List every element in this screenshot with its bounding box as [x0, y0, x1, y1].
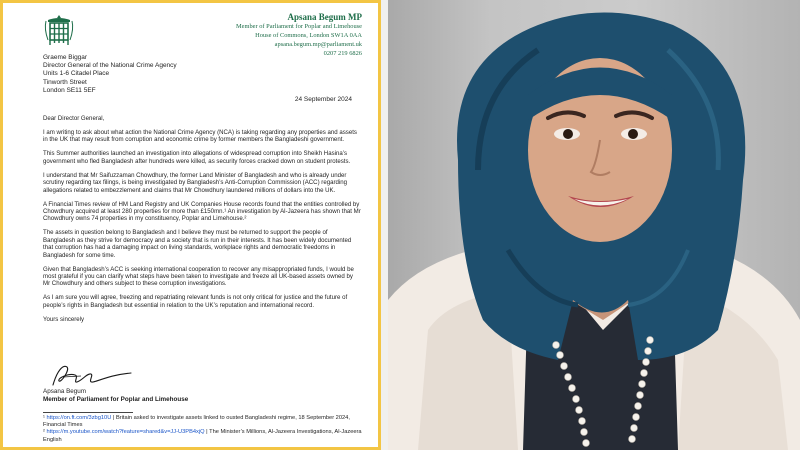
letterhead-address: House of Commons, London SW1A 0AA — [255, 32, 362, 39]
paragraph: A Financial Times review of HM Land Registry and UK Companies House records found that the entities controlled by Chowdhury acquired at least 280 properties for more than £150mn.¹ An investigation by Al-Jazeera has shown that Mr Chowdhury owns 74 properties in my constituency, Poplar and Limehouse.² — [43, 200, 361, 223]
footnote-1 — [43, 415, 363, 429]
paragraph: I understand that Mr Saifuzzaman Chowdhury, the former Land Minister of Bangladesh and who is already under scrutiny regarding tax filings, is being investigated by Bangladesh’s Anti-Corruption Commission (ACC) regarding allegations related to embezzlement and claims that Mr Chowdhury laundered millions of dollars into the UK. — [43, 171, 348, 194]
handwritten-signature — [47, 361, 137, 389]
recipient-line1: Units 1-6 Citadel Place — [43, 70, 110, 78]
footnote-text: | Britain asked to investigate assets linked to ousted Bangladeshi regime, 18 September 2024, Financial Times — [43, 415, 350, 429]
recipient-line3: London SE11 5EF — [43, 86, 96, 94]
recipient-address — [43, 54, 177, 95]
letterhead-name: Apsana Begum MP — [287, 12, 362, 22]
signatory-block — [43, 388, 188, 403]
footnote-link-youtube[interactable]: https://m.youtube.com/watch?feature=shared&v=JJ-U3PB4xjQ — [46, 429, 205, 436]
footnote-separator — [43, 412, 133, 413]
footnote-text: | The Minister’s Millions, Al-Jazeera Investigations, Al-Jazeera English — [43, 429, 362, 443]
footnote-2 — [43, 429, 363, 443]
paragraph: I am writing to ask about what action the National Crime Agency (NCA) is taking regarding any properties and assets in the UK that may result from corruption and economic crime by former members the Bangladeshi government. — [43, 129, 357, 144]
letter-body — [43, 115, 361, 330]
signatory-name: Apsana Begum — [43, 388, 87, 395]
paragraph: As I am sure you will agree, freezing and repatriating relevant funds is not only critical for justice and the future of people’s rights in Bangladesh but essential in relation to the UK’s reputation and international record. — [43, 294, 348, 309]
closing: Yours sincerely — [43, 315, 85, 323]
letter-date: 24 September 2024 — [294, 96, 352, 103]
letterhead — [236, 13, 362, 58]
recipient-position: Director General of the National Crime Agency — [43, 62, 177, 70]
letterhead-title: Member of Parliament for Poplar and Limehouse — [235, 23, 362, 30]
footnote-link-ft[interactable]: https://on.ft.com/3zbg10U — [46, 415, 112, 421]
recipient-line2: Tinworth Street — [43, 78, 87, 86]
letter-document — [0, 0, 381, 450]
portrait-illustration — [388, 0, 800, 450]
letterhead-phone: 0207 219 6826 — [323, 50, 362, 57]
salutation: Dear Director General, — [43, 115, 105, 122]
letterhead-email: apsana.begum.mp@parliament.uk — [274, 41, 362, 48]
recipient-name: Graeme Biggar — [43, 54, 88, 61]
paragraph: The assets in question belong to Bangladesh and I believe they must be returned to support the people of Bangladesh as they strive for democracy and a society that is run in their interests. It has been widely documented that corruption has had a damaging impact on living standards, workplace rights and democratic freedoms in Bangladesh for some time. — [43, 229, 352, 259]
paragraph: Given that Bangladesh’s ACC is seeking international cooperation to recover any misappropriated funds, I would be most grateful if you can clarify what steps have been taken to investigate and freeze all UK-based assets owned by Mr Chowdhury and others subject to these corruption investigations. — [43, 265, 354, 288]
footnote-marker: ¹ — [43, 415, 45, 421]
portcullis-crest-icon — [43, 14, 75, 48]
paragraph: This Summer authorities launched an investigation into allegations of widespread corruption into Sheikh Hasina’s government who fled Bangladesh after hundreds were killed, as security forces cracked down on student protests. — [43, 150, 351, 165]
signatory-role: Member of Parliament for Poplar and Limehouse — [43, 395, 189, 403]
footnotes — [43, 412, 363, 444]
portrait-photo — [388, 0, 800, 450]
footnote-marker: ² — [43, 429, 45, 436]
